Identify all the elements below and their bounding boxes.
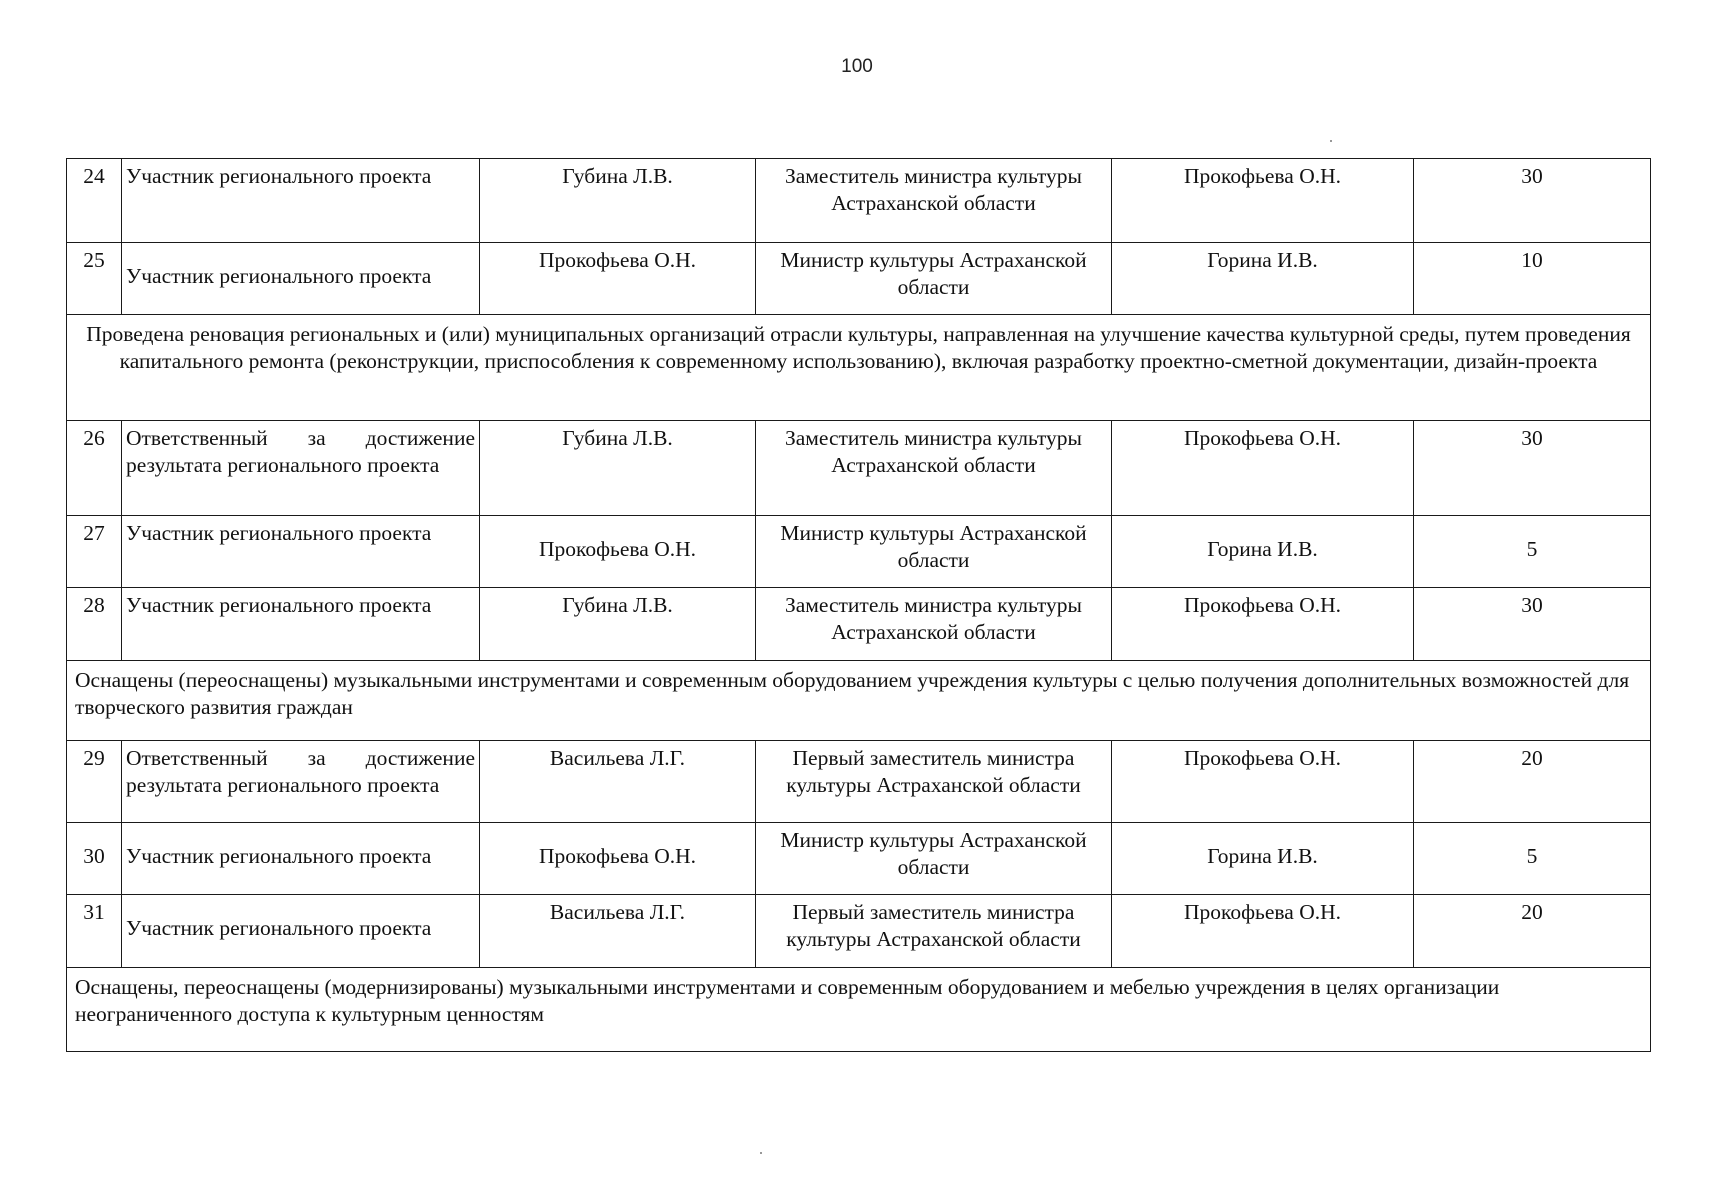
- supervisor-cell: Прокофьева О.Н.: [1112, 895, 1414, 968]
- section-row: [67, 661, 1651, 741]
- value-cell: 5: [1414, 516, 1651, 588]
- role-cell: Участник регионального проекта: [122, 516, 480, 588]
- section-heading: Оснащены (переоснащены) музыкальными инструментами и современным оборудованием учреждения культуры с целью получения дополнительных возможностей для творческого развития граждан: [67, 661, 1651, 741]
- name-cell: Васильева Л.Г.: [480, 895, 756, 968]
- name-cell: Губина Л.В.: [480, 159, 756, 243]
- table-row: [67, 823, 1651, 895]
- role-cell: Участник регионального проекта: [122, 895, 480, 968]
- value-cell: 30: [1414, 421, 1651, 516]
- supervisor-cell: Прокофьева О.Н.: [1112, 588, 1414, 661]
- role-cell: Ответственный за достижение результата регионального проекта: [122, 741, 480, 823]
- table-row: [67, 741, 1651, 823]
- supervisor-cell: Горина И.В.: [1112, 243, 1414, 315]
- supervisor-cell: Прокофьева О.Н.: [1112, 741, 1414, 823]
- scan-speck: [1330, 140, 1332, 142]
- position-cell: Министр культуры Астраханской области: [756, 516, 1112, 588]
- position-cell: Министр культуры Астраханской области: [756, 243, 1112, 315]
- table-row: [67, 588, 1651, 661]
- table-row: [67, 895, 1651, 968]
- responsibility-table: [66, 158, 1651, 1052]
- value-cell: 30: [1414, 588, 1651, 661]
- position-cell: Первый заместитель министра культуры Астраханской области: [756, 741, 1112, 823]
- row-number: 27: [67, 516, 122, 588]
- table-row: [67, 516, 1651, 588]
- position-cell: Заместитель министра культуры Астраханской области: [756, 159, 1112, 243]
- table-row: [67, 243, 1651, 315]
- row-number: 28: [67, 588, 122, 661]
- value-cell: 20: [1414, 895, 1651, 968]
- section-heading: Проведена реновация региональных и (или) муниципальных организаций отрасли культуры, направленная на улучшение качества культурной среды, путем проведения капитального ремонта (реконструкции, приспособления к современному использованию), включая разработку проектно-сметной документации, дизайн-проекта: [67, 315, 1651, 421]
- role-cell: Участник регионального проекта: [122, 823, 480, 895]
- row-number: 26: [67, 421, 122, 516]
- section-row: [67, 315, 1651, 421]
- position-cell: Министр культуры Астраханской области: [756, 823, 1112, 895]
- table-row: [67, 421, 1651, 516]
- section-row: [67, 968, 1651, 1052]
- role-cell: Участник регионального проекта: [122, 159, 480, 243]
- position-cell: Заместитель министра культуры Астраханской области: [756, 588, 1112, 661]
- supervisor-cell: Прокофьева О.Н.: [1112, 159, 1414, 243]
- supervisor-cell: Горина И.В.: [1112, 823, 1414, 895]
- row-number: 30: [67, 823, 122, 895]
- section-heading: Оснащены, переоснащены (модернизированы) музыкальными инструментами и современным оборудованием и мебелью учреждения в целях организации неограниченного доступа к культурным ценностям: [67, 968, 1651, 1052]
- role-cell: Участник регионального проекта: [122, 243, 480, 315]
- value-cell: 30: [1414, 159, 1651, 243]
- page-number: 100: [841, 56, 873, 77]
- value-cell: 20: [1414, 741, 1651, 823]
- row-number: 29: [67, 741, 122, 823]
- scan-speck: [760, 1152, 762, 1154]
- value-cell: 5: [1414, 823, 1651, 895]
- role-cell: Участник регионального проекта: [122, 588, 480, 661]
- value-cell: 10: [1414, 243, 1651, 315]
- name-cell: Губина Л.В.: [480, 421, 756, 516]
- table-row: [67, 159, 1651, 243]
- position-cell: Заместитель министра культуры Астраханской области: [756, 421, 1112, 516]
- name-cell: Васильева Л.Г.: [480, 741, 756, 823]
- supervisor-cell: Горина И.В.: [1112, 516, 1414, 588]
- position-cell: Первый заместитель министра культуры Астраханской области: [756, 895, 1112, 968]
- name-cell: Прокофьева О.Н.: [480, 516, 756, 588]
- name-cell: Прокофьева О.Н.: [480, 243, 756, 315]
- name-cell: Прокофьева О.Н.: [480, 823, 756, 895]
- row-number: 31: [67, 895, 122, 968]
- row-number: 25: [67, 243, 122, 315]
- supervisor-cell: Прокофьева О.Н.: [1112, 421, 1414, 516]
- name-cell: Губина Л.В.: [480, 588, 756, 661]
- role-cell: Ответственный за достижение результата регионального проекта: [122, 421, 480, 516]
- row-number: 24: [67, 159, 122, 243]
